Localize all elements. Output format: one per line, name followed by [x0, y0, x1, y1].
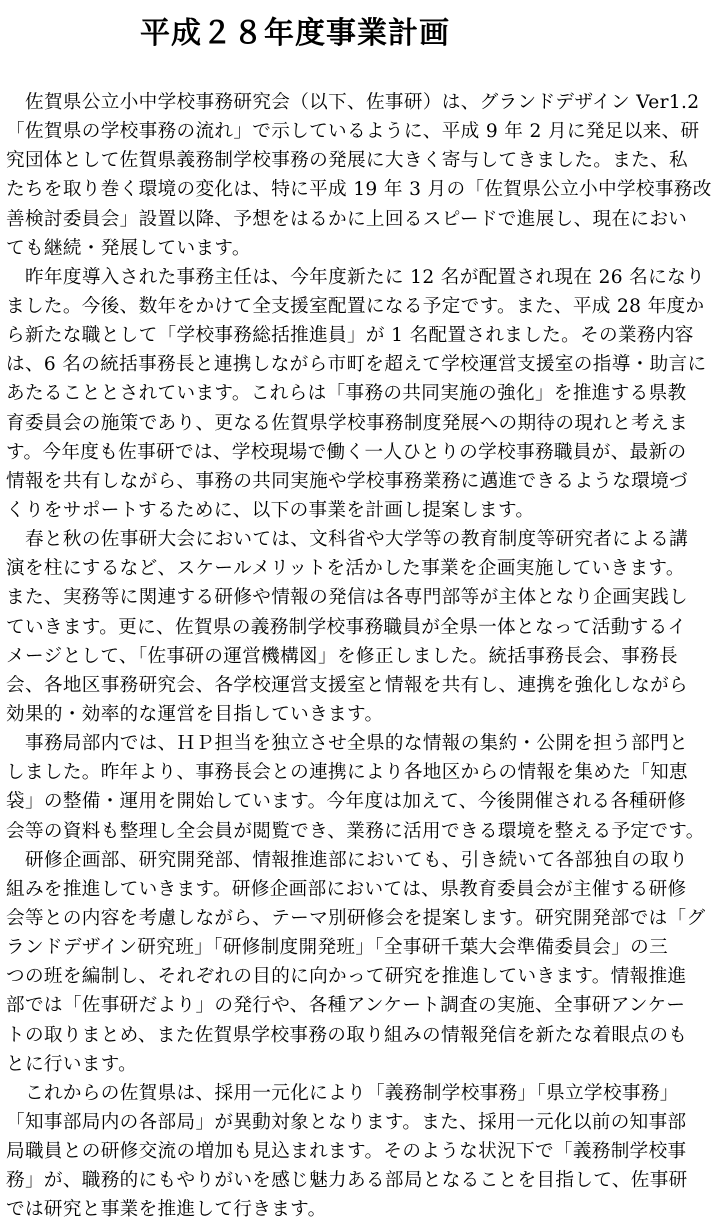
text-line: 演を柱にするなど、スケールメリットを活かした事業を企画実施していきます。 — [6, 558, 685, 580]
text-line: 袋」の整備・運用を開始しています。今年度は加えて、今後開催される各種研修 — [6, 791, 687, 813]
text-line: あたることとされています。これらは「事務の共同実施の強化」を推進する県教 — [6, 383, 687, 405]
document-body — [6, 88, 715, 1224]
text-line: ても継続・発展しています。 — [6, 237, 251, 259]
text-line: 「知事部局内の各部局」が異動対象となります。また、採用一元化以前の知事部 — [6, 1111, 687, 1133]
text-line: 務」が、職務的にもやりがいを感じ魅力ある部局となることを目指して、佐事研 — [6, 1170, 688, 1192]
text-line: 佐賀県公立小中学校事務研究会（以下、佐事研）は、グランドデザイン Ver1.2 — [25, 92, 700, 113]
text-line: 会等との内容を考慮しながら、テーマ別研修会を提案します。研究開発部では「グ — [6, 907, 706, 929]
text-line: 会等の資料も整理し全会員が閲覧でき、業務に活用できる環境を整える予定です。 — [6, 820, 705, 842]
text-line: ランドデザイン研究班」「研修制度開発班」「全事研千葉大会準備委員会」の三 — [6, 937, 669, 959]
text-line: は、6 名の統括事務長と連携しながら市町を超えて学校運営支援室の指導・助言に — [6, 354, 707, 376]
text-line: 事務局部内では、ＨＰ担当を独立させ全県的な情報の集約・公開を担う部門と — [25, 733, 689, 755]
text-line: では研究と事業を推進して行きます。 — [6, 1199, 327, 1221]
text-line: 研修企画部、研究開発部、情報推進部においても、引き続いて各部独自の取り — [25, 849, 689, 871]
text-line: 究団体として佐賀県義務制学校事務の発展に大きく寄与してきました。また、私 — [6, 150, 688, 172]
text-line: す。今年度も佐事研では、学校現場で働く一人ひとりの学校事務職員が、最新の — [6, 441, 687, 463]
text-line: トの取りまとめ、また佐賀県学校事務の取り組みの情報発信を新たな着眼点のも — [6, 1024, 688, 1046]
text-line: メージとして、「佐事研の運営機構図」を修正しました。統括事務長会、事務長 — [6, 645, 678, 667]
text-line: 育委員会の施策であり、更なる佐賀県学校事務制度発展への期待の現れと考えま — [6, 412, 688, 434]
text-line: たちを取り巻く環境の変化は、特に平成 19 年 3 月の「佐賀県公立小中学校事務改 — [6, 179, 712, 201]
text-line: 情報を共有しながら、事務の共同実施や学校事務業務に邁進できるような環境づ — [6, 470, 688, 492]
text-line: 善検討委員会」設置以降、予想をはるかに上回るスピードで進展し、現在におい — [6, 208, 688, 230]
text-line: 春と秋の佐事研大会においては、文科省や大学等の教育制度等研究者による講 — [25, 529, 689, 551]
text-line: 「佐賀県の学校事務の流れ」で示しているように、平成 9 年 2 月に発足以来、研 — [6, 121, 700, 143]
text-line: とに行います。 — [6, 1053, 138, 1075]
text-line: しました。昨年より、事務長会との連携により各地区からの情報を集めた「知恵 — [6, 762, 688, 784]
document-title: 平成２８年度事業計画 — [140, 16, 450, 51]
text-line: くりをサポートするために、以下の事業を計画し提案します。 — [6, 499, 535, 521]
text-line: 効果的・効率的な運営を目指していきます。 — [6, 703, 384, 725]
text-line: ました。今後、数年をかけて全支援室配置になる予定です。また、平成 28 年度か — [6, 295, 705, 317]
text-line: また、実務等に関連する研修や情報の発信は各専門部等が主体となり企画実践し — [6, 587, 688, 609]
text-line: つの班を編制し、それぞれの目的に向かって研究を推進していきます。情報推進 — [6, 966, 687, 988]
text-line: 会、各地区事務研究会、各学校運営支援室と情報を共有し、連携を強化しながら — [6, 674, 688, 696]
text-line: 昨年度導入された事務主任は、今年度新たに 12 名が配置され現在 26 名になり — [25, 266, 705, 288]
text-line: 組みを推進していきます。研修企画部においては、県教育委員会が主催する研修 — [6, 878, 687, 900]
text-line: ら新たな職として「学校事務総括推進員」が 1 名配置されました。その業務内容 — [6, 325, 694, 347]
text-line: これからの佐賀県は、採用一元化により「義務制学校事務」「県立学校事務」 — [25, 1082, 679, 1104]
text-line: 部では「佐事研だより」の発行や、各種アンケート調査の実施、全事研アンケー — [6, 995, 686, 1017]
text-line: ていきます。更に、佐賀県の義務制学校事務職員が全県一体となって活動するイ — [6, 616, 687, 638]
text-line: 局職員との研修交流の増加も見込まれます。そのような状況下で「義務制学校事 — [6, 1141, 687, 1163]
